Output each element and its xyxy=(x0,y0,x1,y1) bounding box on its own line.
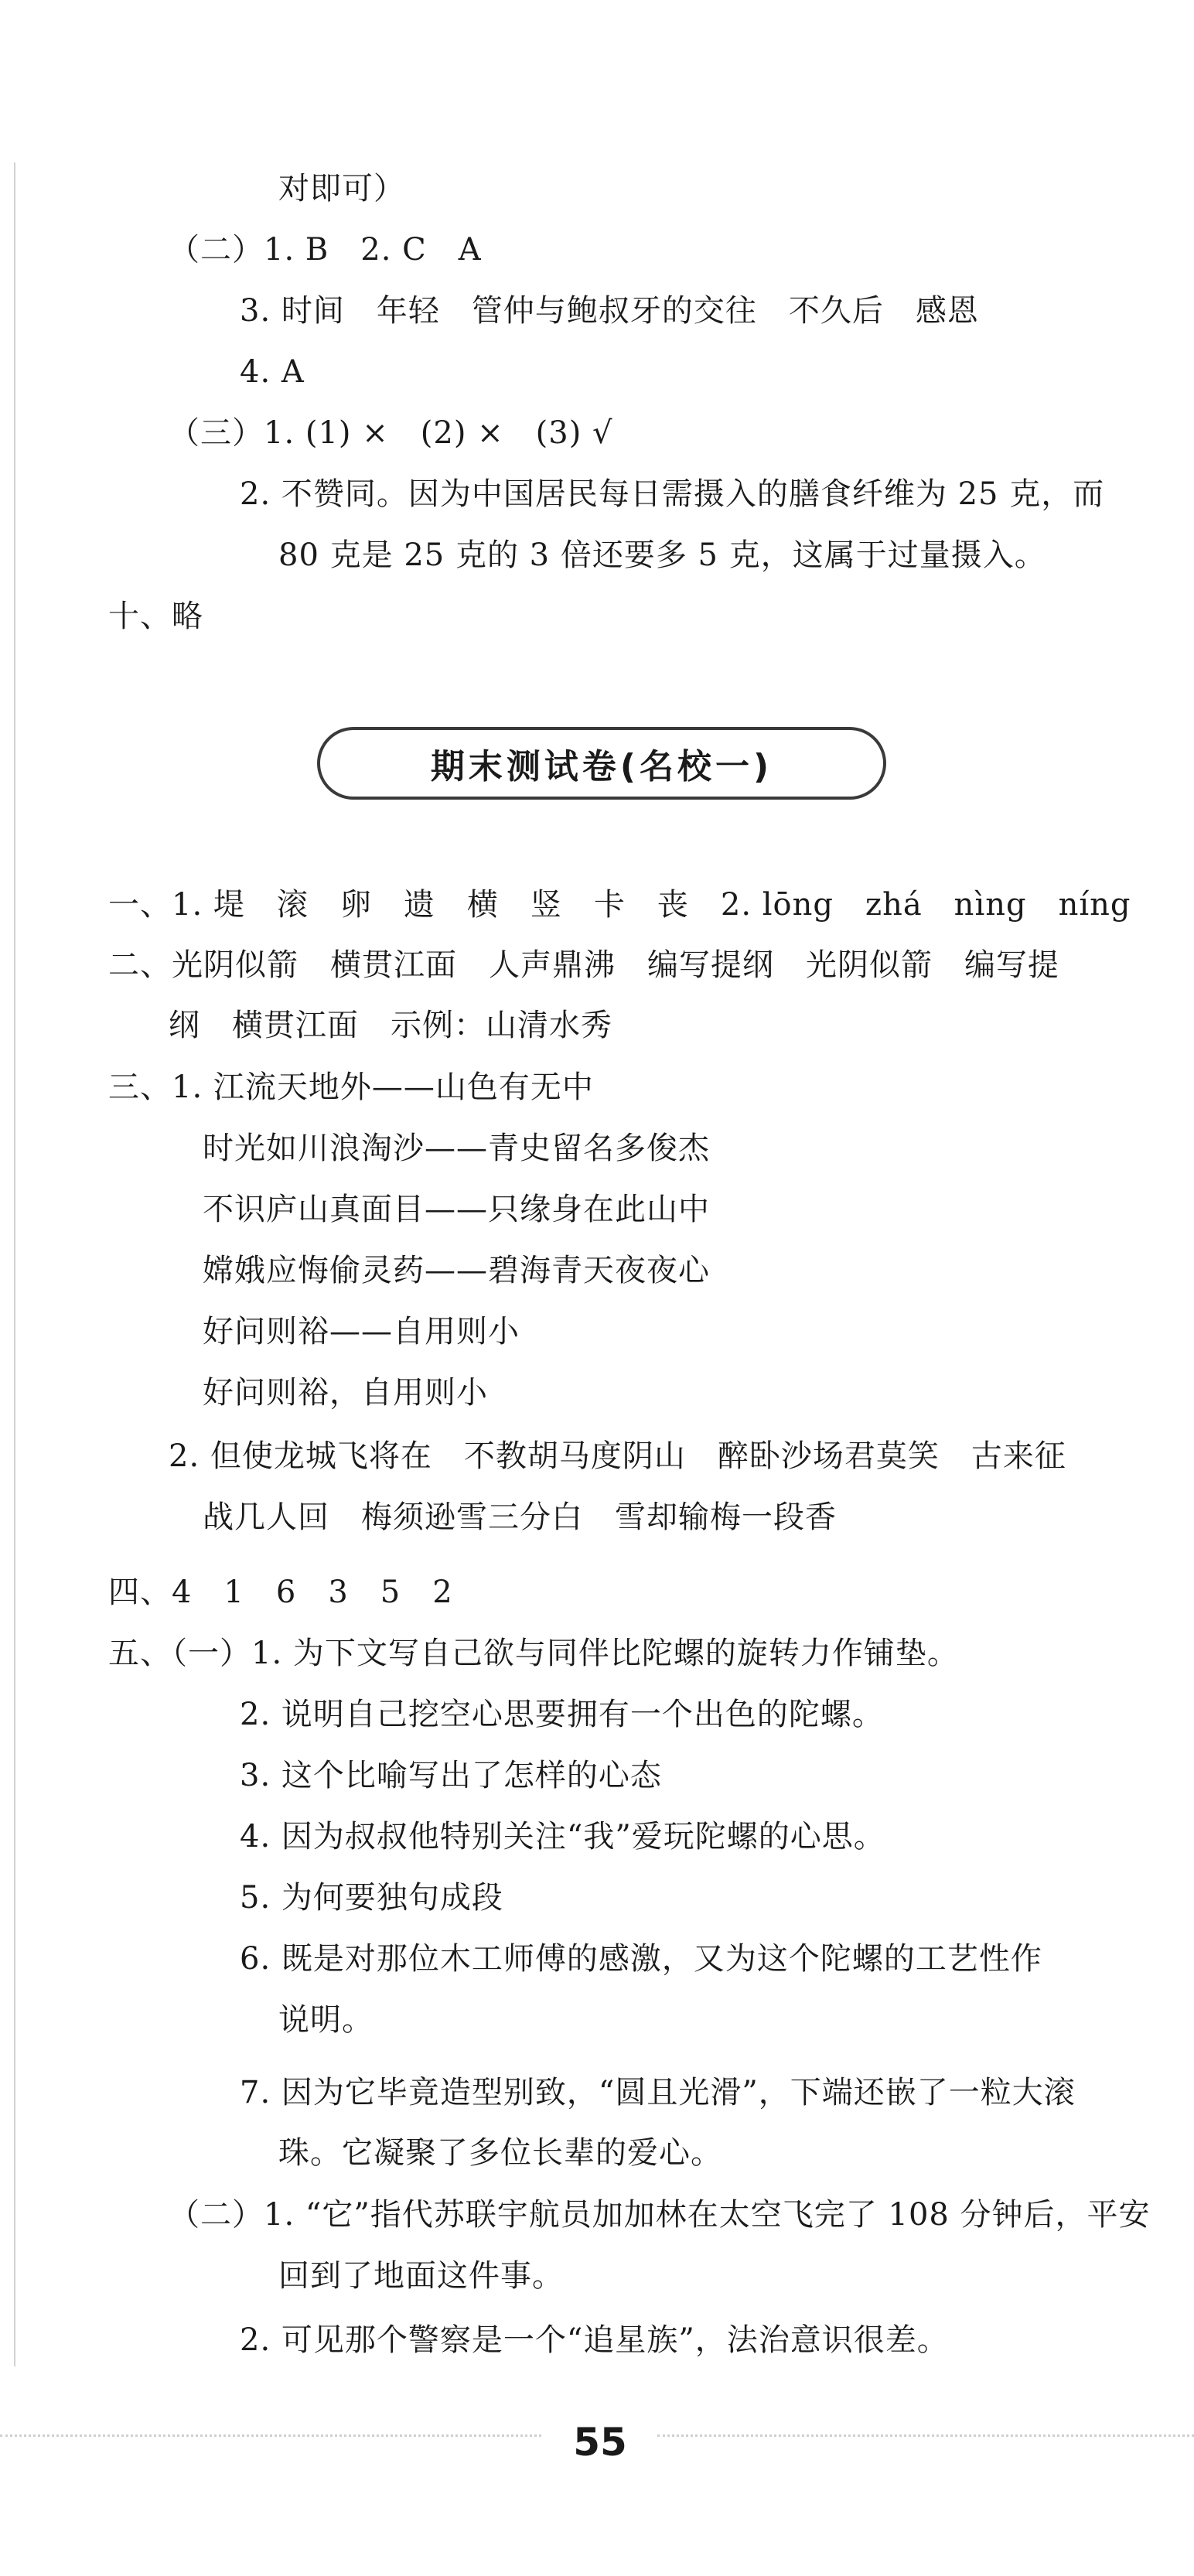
answer-line: 二、光阴似箭 横贯江面 人声鼎沸 编写提纲 光阴似箭 编写提 xyxy=(108,947,1059,983)
answer-line: 对即可） xyxy=(278,171,405,206)
answer-line: 时光如川浪淘沙——青史留名多俊杰 xyxy=(203,1131,710,1166)
answer-line: 80 克是 25 克的 3 倍还要多 5 克，这属于过量摄入。 xyxy=(278,537,1046,573)
answer-line: 珠。它凝聚了多位长辈的爱心。 xyxy=(278,2135,722,2171)
answer-line: （三）1. (1) × (2) × (3) √ xyxy=(169,415,613,451)
answer-line: 四、4 1 6 3 5 2 xyxy=(108,1575,453,1610)
exam-title-box xyxy=(317,727,886,800)
answer-line: 5. 为何要独句成段 xyxy=(240,1880,503,1916)
answer-line: 4. A xyxy=(240,354,305,390)
answer-line: 2. 说明自己挖空心思要拥有一个出色的陀螺。 xyxy=(240,1697,884,1732)
answer-line: 嫦娥应悔偷灵药——碧海青天夜夜心 xyxy=(203,1253,710,1288)
answer-line: 2. 但使龙城飞将在 不教胡马度阴山 醉卧沙场君莫笑 古来征 xyxy=(169,1438,1066,1474)
answer-line: 2. 不赞同。因为中国居民每日需摄入的膳食纤维为 25 克，而 xyxy=(240,476,1105,512)
answer-line: 战几人回 梅须逊雪三分白 雪却输梅一段香 xyxy=(203,1500,837,1535)
footer-rule-left xyxy=(0,2434,541,2437)
page-number: 55 xyxy=(573,2420,627,2465)
answer-line: 4. 因为叔叔他特别关注“我”爱玩陀螺的心思。 xyxy=(240,1819,885,1854)
exam-title: 期末测试卷(名校一) xyxy=(430,747,773,786)
footer-rule-right xyxy=(657,2434,1194,2437)
answer-line: （二）1. “它”指代苏联宇航员加加林在太空飞完了 108 分钟后，平安 xyxy=(169,2197,1151,2233)
answer-line: 三、1. 江流天地外——山色有无中 xyxy=(108,1070,594,1105)
answer-line: （二）1. B 2. C A xyxy=(169,232,482,268)
answer-line: 3. 时间 年轻 管仲与鲍叔牙的交往 不久后 感恩 xyxy=(240,293,979,329)
answer-line: 纲 横贯江面 示例：山清水秀 xyxy=(169,1008,612,1043)
answer-line: 2. 可见那个警察是一个“追星族”，法治意识很差。 xyxy=(240,2322,949,2358)
answer-line: 五、（一）1. 为下文写自己欲与同伴比陀螺的旋转力作铺垫。 xyxy=(108,1636,959,1671)
answer-line: 7. 因为它毕竟造型别致，“圆且光滑”，下端还嵌了一粒大滚 xyxy=(240,2075,1076,2110)
answer-line: 不识庐山真面目——只缘身在此山中 xyxy=(203,1192,710,1227)
answer-line: 好问则裕，自用则小 xyxy=(203,1375,488,1411)
page-gutter-line xyxy=(14,162,15,2366)
answer-line: 说明。 xyxy=(278,2002,374,2038)
answer-line: 十、略 xyxy=(108,599,203,634)
answer-line: 好问则裕——自用则小 xyxy=(203,1314,520,1349)
answer-line: 一、1. 堤 滚 卵 遗 横 竖 卡 丧 2. lōng zhá nìng níng xyxy=(108,887,1131,923)
answer-line: 回到了地面这件事。 xyxy=(278,2258,564,2294)
answer-line: 6. 既是对那位木工师傅的感激，又为这个陀螺的工艺性作 xyxy=(240,1941,1042,1977)
answer-line: 3. 这个比喻写出了怎样的心态 xyxy=(240,1758,662,1793)
